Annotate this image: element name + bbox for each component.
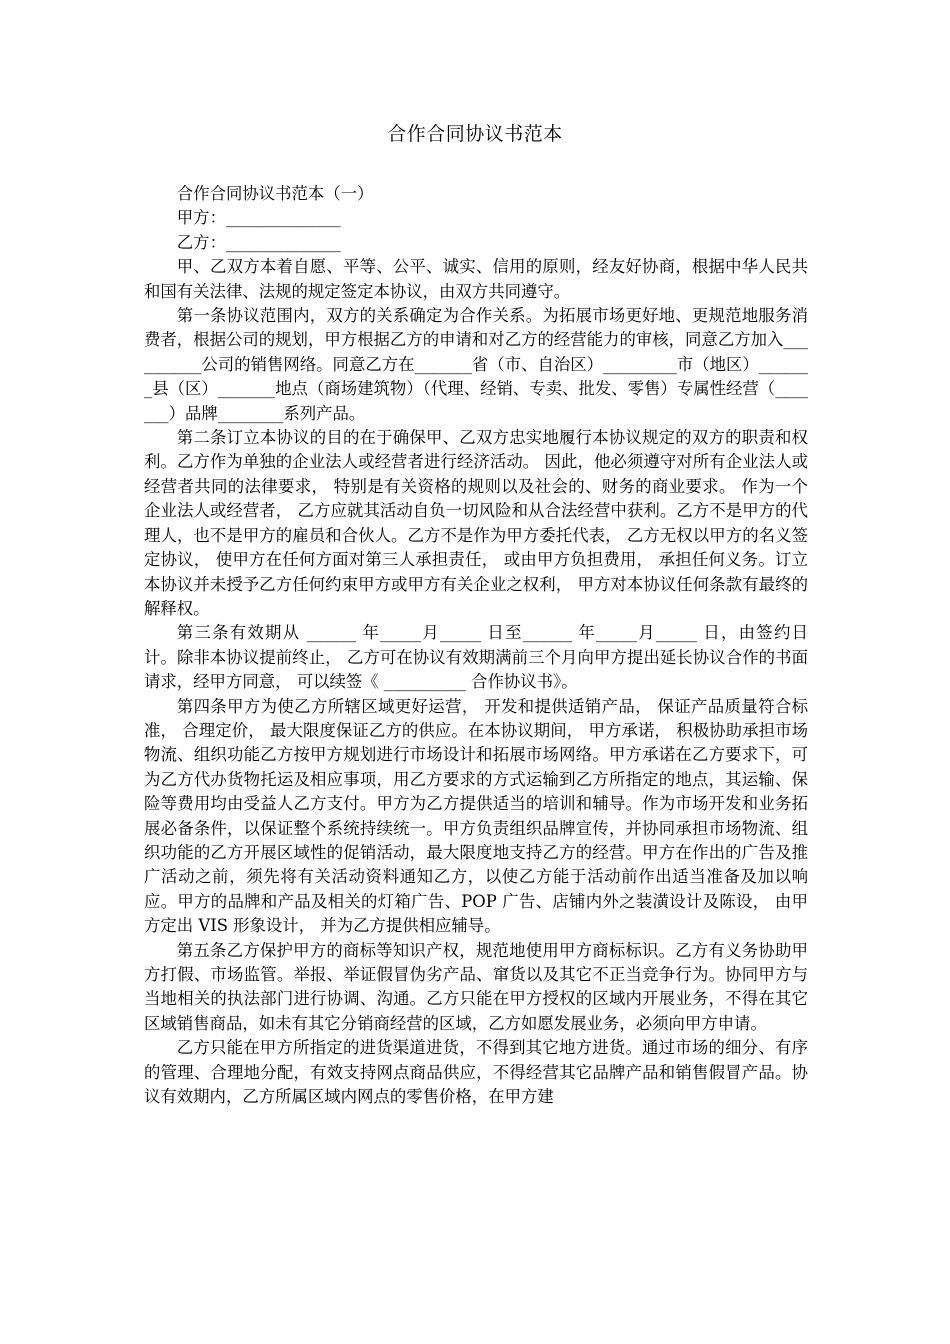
paragraph-article-3: 第三条有效期从 ______ 年_____月_____ 日至______ 年_____月_____ 日，由签约日计。除非本协议提前终止， 乙方可在协议有效期满前三个月向甲方提出延长协议合作的书面请求，经甲方同意， 可以续签《 __________ 合作协议书》。 — [144, 623, 808, 692]
paragraph-article-2: 第二条订立本协议的目的在于确保甲、乙双方忠实地履行本协议规定的双方的职责和权利。乙方作为单独的企业法人或经营者进行经济活动。 因此，他必须遵守对所有企业法人或经营者共同的法律要求， 特别是有关资格的规则以及社会的、财务的商业要求。 作为一个企业法人或经营者， 乙方应就其活动自负一切风险和从合法经营中获利。乙方不是甲方的代理人，也不是甲方的雇员和合伙人。乙方不是作为甲方委托代表， 乙方无权以甲方的名义签定协议， 使甲方在任何方面对第三人承担责任， 或由甲方负担费用， 承担任何义务。订立本协议并未授予乙方任何约束甲方或甲方有关企业之权利， 甲方对本协议任何条款有最终的解释权。 — [144, 428, 808, 618]
paragraph-party-b: 乙方：______________ — [176, 232, 341, 252]
paragraph-subtitle: 合作合同协议书范本（一） — [176, 184, 374, 203]
paragraph-preamble: 甲、乙双方本着自愿、平等、公平、诚实、信用的原则，经友好协商，根据中华人民共和国有关法律、法规的规定签定本协议，由双方共同遵守。 — [144, 257, 808, 301]
document-body — [144, 182, 808, 1109]
paragraph-article-5: 第五条乙方保护甲方的商标等知识产权，规范地使用甲方商标标识。乙方有义务协助甲方打假、市场监管。举报、举证假冒伪劣产品、窜货以及其它不正当竞争行为。协同甲方与当地相关的执法部门进行协调、沟通。乙方只能在甲方授权的区域内开展业务，不得在其它区域销售商品，如未有其它分销商经营的区域，乙方如愿发展业务，必须向甲方申请。 — [144, 940, 808, 1033]
paragraph-article-4: 第四条甲方为使乙方所辖区域更好运营， 开发和提供适销产品， 保证产品质量符合标准， 合理定价， 最大限度保证乙方的供应。在本协议期间， 甲方承诺， 积极协助承担市场物流、组织功能乙方按甲方规划进行市场设计和拓展市场网络。甲方承诺在乙方要求下，可为乙方代办货物托运及相应事项，用乙方要求的方式运输到乙方所指定的地点，其运输、保险等费用均由受益人乙方支付。甲方为乙方提供适当的培训和辅导。作为市场开发和业务拓展必备条件，以保证整个系统持续统一。甲方负责组织品牌宣传，并协同承担市场物流、组织功能的乙方开展区域性的促销活动，最大限度地支持乙方的经营。甲方在作出的广告及推广活动之前，须先将有关活动资料通知乙方，以使乙方能于活动前作出适当准备及加以响应。甲方的品牌和产品及相关的灯箱广告、POP 广告、店铺内外之装潢设计及陈设， 由甲方定出 VIS 形象设计， 并为乙方提供相应辅导。 — [144, 696, 808, 936]
paragraph-supply: 乙方只能在甲方所指定的进货渠道进货，不得到其它地方进货。通过市场的细分、有序的管理、合理地分配，有效支持网点商品供应，不得经营其它品牌产品和销售假冒产品。协议有效期内，乙方所属区域内网点的零售价格，在甲方建 — [144, 1038, 808, 1107]
paragraph-party-a: 甲方：______________ — [176, 208, 341, 228]
paragraph-article-1: 第一条协议范围内，双方的关系确定为合作关系。为拓展市场更好地、更规范地服务消费者，根据公司的规划，甲方根据乙方的申请和对乙方的经营能力的审核，同意乙方加入__________公司的销售网络。同意乙方在_______省（市、自治区）_________市（地区）_______县（区）_______地点（商场建筑物）（代理、经销、专卖、批发、零售）专属性经营（_______）品牌________系列产品。 — [144, 306, 808, 423]
document-title: 合作合同协议书范本 — [387, 123, 563, 145]
